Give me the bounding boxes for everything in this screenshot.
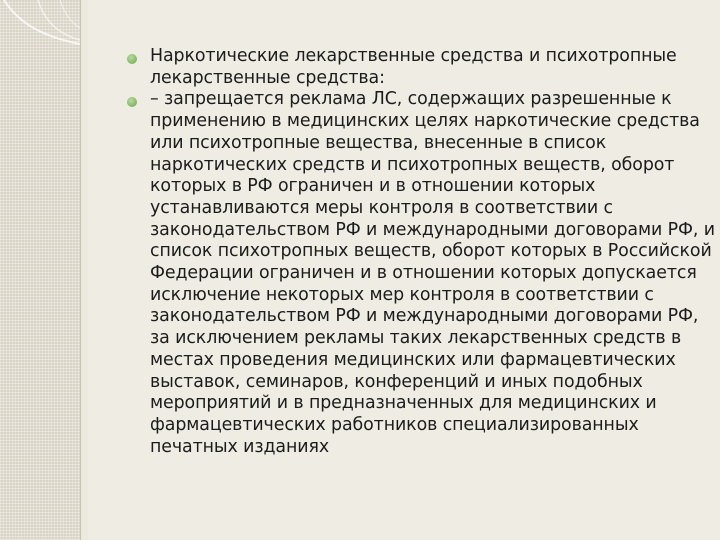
bullet-item-heading <box>126 46 716 89</box>
bullet-text: – запрещается реклама ЛС, содержащих разрешенные к применению в медицинских целях наркотические средства или психотропные вещества, внесенные в список наркотических средств и психотропных веществ, оборот которых в РФ ограничен и в отношении которых устанавливаются меры контроля в соответствии с законодательством РФ и международными договорами РФ, и список психотропных веществ, оборот которых в Российской Федерации ограничен и в отношении которых допускается исключение некоторых мер контроля в соответствии с законодательством РФ и международными договорами РФ, за исключением рекламы таких лекарственных средств в местах проведения медицинских или фармацевтических выставок, семинаров, конференций и иных подобных мероприятий и в предназначенных для медицинских и фармацевтических работников специализированных печатных изданиях <box>150 89 715 457</box>
bullet-item-advertising-ban <box>126 89 716 458</box>
decorative-side-band <box>0 0 80 540</box>
band-divider <box>80 0 81 540</box>
slide-content <box>88 0 720 540</box>
corner-arcs-decoration <box>0 0 80 80</box>
bullet-dot-icon <box>127 54 137 64</box>
bullet-dot-icon <box>127 97 137 107</box>
bullet-list <box>126 46 716 458</box>
bullet-text: Наркотические лекарственные средства и психотропные лекарственные средства: <box>150 46 677 88</box>
